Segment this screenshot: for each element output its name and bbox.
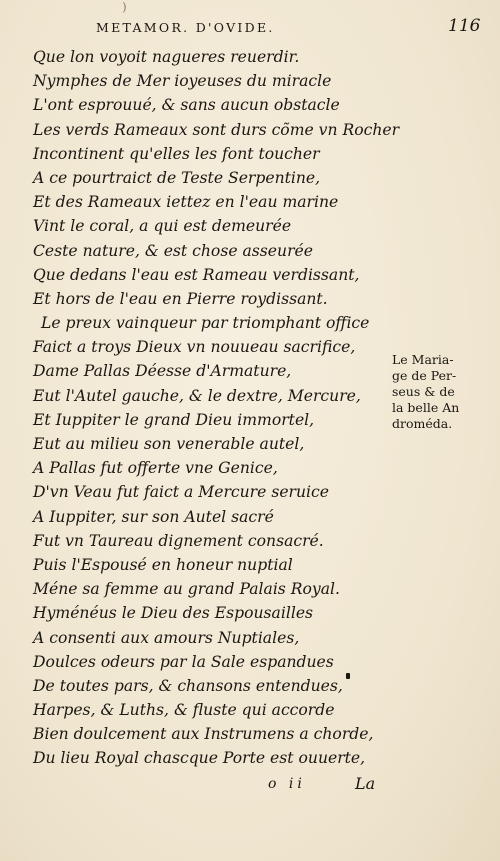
verse-line: Du lieu Royal chascque Porte est ouuerte, xyxy=(33,749,366,768)
verse-line: Et des Rameaux iettez en l'eau marine xyxy=(33,193,339,212)
verse-line: Hyménéus le Dieu des Espousailles xyxy=(33,604,314,623)
verse-line: Le preux vainqueur par triomphant office xyxy=(41,314,370,333)
verse-line: Méne sa femme au grand Palais Royal. xyxy=(33,580,340,599)
verse-line: Nymphes de Mer ioyeuses du miracle xyxy=(33,72,332,91)
verse-line: Que lon voyoit nagueres reuerdir. xyxy=(33,48,300,66)
verse-line: Harpes, & Luths, & fluste qui accorde xyxy=(33,701,335,720)
verse-line: Fut vn Taureau dignement consacré. xyxy=(33,531,324,550)
verse-line: Faict a troys Dieux vn nouueau sacrifice, xyxy=(33,338,356,357)
marginal-note-line: ge de Per- xyxy=(392,368,457,383)
verse-line: Les verds Rameaux sont durs cõme vn Rocher xyxy=(33,120,400,139)
marginal-note-line: Le Maria- xyxy=(392,352,454,367)
verse-line: L'ont esprouué, & sans aucun obstacle xyxy=(33,96,340,115)
verse-line: Ceste nature, & est chose asseurée xyxy=(33,241,313,260)
marginal-note-line: la belle An xyxy=(392,400,460,415)
verse-line: A consenti aux amours Nuptiales, xyxy=(33,628,300,647)
marginal-note-line: droméda. xyxy=(392,416,453,431)
verse-line: D'vn Veau fut faict a Mercure seruice xyxy=(33,483,329,502)
verse-line: Que dedans l'eau est Rameau verdissant, xyxy=(33,265,360,284)
verse-line: Eut l'Autel gauche, & le dextre, Mercure, xyxy=(33,386,361,405)
verse-list xyxy=(33,45,400,771)
verse-line: Vint le coral, a qui est demeurée xyxy=(33,217,292,236)
verse-line: Dame Pallas Déesse d'Armature, xyxy=(33,362,292,381)
running-title: METAMOR. D'OVIDE. xyxy=(96,20,275,35)
verse-line: De toutes pars, & chansons entendues, xyxy=(33,676,343,695)
verse-line: A Pallas fut offerte vne Genice, xyxy=(33,459,278,478)
verse-line: A Iuppiter, sur son Autel sacré xyxy=(33,507,274,526)
marginal-note-line: seus & de xyxy=(392,384,455,399)
verse-line: A ce pourtraict de Teste Serpentine, xyxy=(33,168,321,187)
ink-mark xyxy=(346,673,350,679)
marginal-note xyxy=(392,352,492,432)
verse-line: Eut au milieu son venerable autel, xyxy=(33,435,305,453)
verse-line: Et hors de l'eau en Pierre roydissant. xyxy=(33,289,328,308)
verse-line: Puis l'Espousé en honeur nuptial xyxy=(33,555,293,574)
verse-line: Bien doulcement aux Instrumens a chorde, xyxy=(33,725,374,744)
verse-line: Incontinent qu'elles les font toucher xyxy=(33,144,320,163)
verse-line: Doulces odeurs par la Sale espandues xyxy=(33,652,334,671)
page-edge-mark: ) xyxy=(122,0,127,14)
verse-line: Et Iuppiter le grand Dieu immortel, xyxy=(33,410,315,429)
catchword: La xyxy=(355,774,376,793)
signature-mark: o ii xyxy=(268,776,306,792)
page-number: 116 xyxy=(448,16,481,36)
